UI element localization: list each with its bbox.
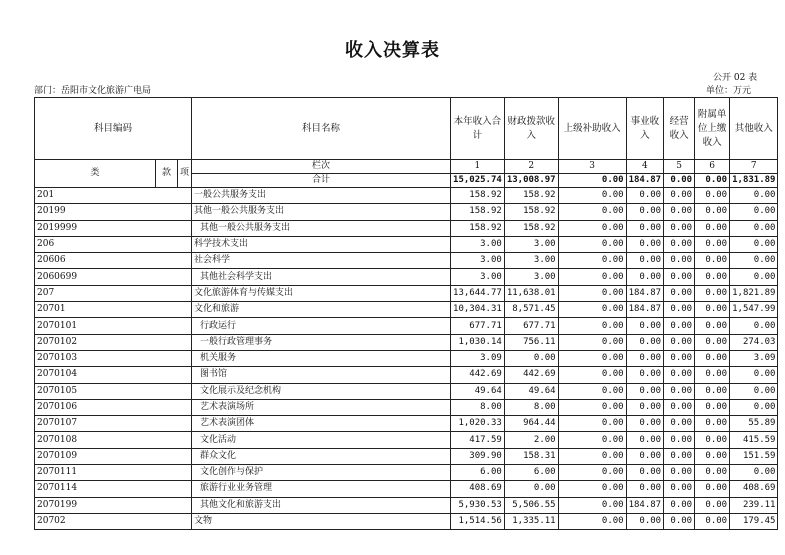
amount-cell: 0.00 [730,465,778,481]
subject-name: 科学技术支出 [192,236,451,252]
amount-cell: 408.69 [451,481,505,497]
amount-cell: 0.00 [730,318,778,334]
amount-cell: 3.00 [451,253,505,269]
amount-cell: 0.00 [558,497,626,513]
subject-name: 其他文化和旅游支出 [192,497,451,513]
amount-cell: 964.44 [504,416,558,432]
table-row [35,285,778,301]
table-row [35,497,778,513]
subject-code: 20606 [35,253,192,269]
subject-name: 行政运行 [192,318,451,334]
subject-code: 2070108 [35,432,192,448]
header-lei: 类 [35,160,156,188]
amount-cell: 0.00 [695,350,730,366]
amount-cell: 1,020.33 [451,416,505,432]
amount-cell: 3.00 [504,253,558,269]
amount-cell: 0.00 [626,269,664,285]
amount-cell: 0.00 [695,269,730,285]
table-row [35,448,778,464]
amount-cell: 158.92 [504,220,558,236]
amount-cell: 0.00 [626,334,664,350]
total-cell: 15,025.74 [451,174,505,188]
table-row [35,236,778,252]
amount-cell: 0.00 [664,350,695,366]
table-row [35,269,778,285]
header-business: 事业收入 [626,98,664,160]
amount-cell: 0.00 [558,513,626,529]
subject-code: 2070114 [35,481,192,497]
table-row [35,220,778,236]
amount-cell: 0.00 [695,334,730,350]
amount-cell: 0.00 [695,302,730,318]
amount-cell: 0.00 [664,220,695,236]
total-cell: 1,831.89 [730,174,778,188]
amount-cell: 0.00 [695,204,730,220]
amount-cell: 3.00 [451,269,505,285]
col-num: 3 [558,160,626,174]
lanci-row [35,160,778,174]
subject-name: 一般公共服务支出 [192,188,451,204]
amount-cell: 3.00 [451,236,505,252]
amount-cell: 0.00 [558,432,626,448]
amount-cell: 0.00 [558,334,626,350]
table-row [35,334,778,350]
amount-cell: 0.00 [664,334,695,350]
amount-cell: 0.00 [730,236,778,252]
amount-cell: 0.00 [558,269,626,285]
amount-cell: 0.00 [695,399,730,415]
subject-name: 群众文化 [192,448,451,464]
amount-cell: 309.90 [451,448,505,464]
amount-cell: 0.00 [695,220,730,236]
amount-cell: 158.92 [451,204,505,220]
header-operating: 经营收入 [664,98,695,160]
amount-cell: 3.09 [730,350,778,366]
amount-cell: 158.92 [504,188,558,204]
amount-cell: 0.00 [558,302,626,318]
table-row [35,204,778,220]
amount-cell: 1,821.89 [730,285,778,301]
amount-cell: 0.00 [664,302,695,318]
table-row [35,513,778,529]
subject-code: 207 [35,285,192,301]
amount-cell: 0.00 [558,350,626,366]
amount-cell: 0.00 [504,481,558,497]
amount-cell: 0.00 [558,399,626,415]
col-num: 4 [626,160,664,174]
amount-cell: 0.00 [558,448,626,464]
amount-cell: 0.00 [626,318,664,334]
subject-code: 20702 [35,513,192,529]
table-row [35,432,778,448]
amount-cell: 442.69 [451,367,505,383]
table-row [35,188,778,204]
amount-cell: 0.00 [695,497,730,513]
amount-cell: 1,030.14 [451,334,505,350]
amount-cell: 0.00 [664,318,695,334]
amount-cell: 158.92 [451,220,505,236]
amount-cell: 0.00 [626,513,664,529]
amount-cell: 55.89 [730,416,778,432]
amount-cell: 10,304.31 [451,302,505,318]
subject-code: 2060699 [35,269,192,285]
amount-cell: 0.00 [558,204,626,220]
amount-cell: 8.00 [504,399,558,415]
subject-name: 社会科学 [192,253,451,269]
amount-cell: 0.00 [558,318,626,334]
amount-cell: 0.00 [664,269,695,285]
amount-cell: 0.00 [626,188,664,204]
subject-code: 2070107 [35,416,192,432]
amount-cell: 0.00 [626,367,664,383]
subject-code: 2070106 [35,399,192,415]
amount-cell: 415.59 [730,432,778,448]
amount-cell: 8,571.45 [504,302,558,318]
table-row [35,465,778,481]
amount-cell: 0.00 [558,481,626,497]
amount-cell: 184.87 [626,302,664,318]
amount-cell: 0.00 [664,448,695,464]
amount-cell: 0.00 [558,383,626,399]
amount-cell: 0.00 [695,236,730,252]
amount-cell: 13,644.77 [451,285,505,301]
amount-cell: 0.00 [664,513,695,529]
amount-cell: 417.59 [451,432,505,448]
amount-cell: 0.00 [504,350,558,366]
subject-name: 艺术表演场所 [192,399,451,415]
amount-cell: 1,335.11 [504,513,558,529]
table-row [35,367,778,383]
amount-cell: 158.92 [504,204,558,220]
subject-code: 201 [35,188,192,204]
total-cell: 0.00 [664,174,695,188]
amount-cell: 0.00 [626,383,664,399]
subject-code: 2019999 [35,220,192,236]
amount-cell: 184.87 [626,497,664,513]
subject-name: 文化活动 [192,432,451,448]
amount-cell: 49.64 [451,383,505,399]
subject-name: 旅游行业业务管理 [192,481,451,497]
subject-name: 其他一般公共服务支出 [192,220,451,236]
subject-code: 2070102 [35,334,192,350]
amount-cell: 0.00 [664,399,695,415]
amount-cell: 0.00 [626,448,664,464]
subject-code: 2070101 [35,318,192,334]
amount-cell: 0.00 [558,367,626,383]
subject-code: 2070111 [35,465,192,481]
amount-cell: 8.00 [451,399,505,415]
amount-cell: 0.00 [695,188,730,204]
amount-cell: 0.00 [626,399,664,415]
total-cell: 0.00 [695,174,730,188]
subject-name: 艺术表演团体 [192,416,451,432]
amount-cell: 49.64 [504,383,558,399]
amount-cell: 6.00 [504,465,558,481]
amount-cell: 0.00 [664,253,695,269]
amount-cell: 0.00 [664,204,695,220]
amount-cell: 0.00 [558,220,626,236]
table-row [35,253,778,269]
amount-cell: 408.69 [730,481,778,497]
amount-cell: 0.00 [730,253,778,269]
amount-cell: 677.71 [504,318,558,334]
form-number: 公开 02 表 [713,73,758,83]
amount-cell: 5,930.53 [451,497,505,513]
total-cell: 184.87 [626,174,664,188]
subject-name: 文化和旅游 [192,302,451,318]
amount-cell: 0.00 [695,432,730,448]
amount-cell: 0.00 [626,481,664,497]
unit-label: 单位：万元 [706,86,752,96]
amount-cell: 0.00 [664,188,695,204]
amount-cell: 0.00 [695,416,730,432]
amount-cell: 151.59 [730,448,778,464]
col-num: 6 [695,160,730,174]
amount-cell: 0.00 [558,285,626,301]
amount-cell: 0.00 [695,448,730,464]
amount-cell: 0.00 [730,188,778,204]
table-row [35,481,778,497]
amount-cell: 0.00 [664,285,695,301]
amount-cell: 0.00 [626,204,664,220]
subject-name: 一般行政管理事务 [192,334,451,350]
total-cell: 13,008.97 [504,174,558,188]
amount-cell: 0.00 [558,253,626,269]
amount-cell: 0.00 [664,465,695,481]
total-cell: 0.00 [558,174,626,188]
amount-cell: 0.00 [730,367,778,383]
amount-cell: 184.87 [626,285,664,301]
amount-cell: 179.45 [730,513,778,529]
amount-cell: 0.00 [730,383,778,399]
amount-cell: 0.00 [730,399,778,415]
subject-name: 其他社会科学支出 [192,269,451,285]
header-code: 科目编码 [35,98,192,160]
amount-cell: 0.00 [664,367,695,383]
amount-cell: 0.00 [730,269,778,285]
subject-name: 其他一般公共服务支出 [192,204,451,220]
subject-code: 2070104 [35,367,192,383]
amount-cell: 0.00 [558,188,626,204]
amount-cell: 0.00 [626,253,664,269]
amount-cell: 0.00 [626,432,664,448]
header-affiliated: 附属单位上缴收入 [695,98,730,160]
col-num: 7 [730,160,778,174]
amount-cell: 1,547.99 [730,302,778,318]
header-kuan: 款 [156,160,178,188]
amount-cell: 0.00 [664,416,695,432]
header-xiang: 项 [178,160,192,188]
subject-name: 文化展示及纪念机构 [192,383,451,399]
table-row [35,399,778,415]
subject-name: 机关服务 [192,350,451,366]
table-row [35,350,778,366]
subject-code: 2070109 [35,448,192,464]
amount-cell: 239.11 [730,497,778,513]
amount-cell: 0.00 [626,416,664,432]
amount-cell: 0.00 [695,481,730,497]
amount-cell: 5,506.55 [504,497,558,513]
amount-cell: 442.69 [504,367,558,383]
col-num: 2 [504,160,558,174]
amount-cell: 0.00 [664,236,695,252]
table-row [35,416,778,432]
amount-cell: 3.00 [504,269,558,285]
amount-cell: 3.09 [451,350,505,366]
subject-name: 文物 [192,513,451,529]
amount-cell: 2.00 [504,432,558,448]
subject-code: 20701 [35,302,192,318]
amount-cell: 756.11 [504,334,558,350]
amount-cell: 0.00 [695,513,730,529]
amount-cell: 0.00 [695,367,730,383]
amount-cell: 677.71 [451,318,505,334]
amount-cell: 0.00 [695,318,730,334]
header-superior: 上级补助收入 [558,98,626,160]
amount-cell: 0.00 [664,383,695,399]
header-name: 科目名称 [192,98,451,160]
report-title: 收入决算表 [345,40,440,61]
total-label: 合计 [192,174,451,188]
amount-cell: 0.00 [695,253,730,269]
amount-cell: 0.00 [558,236,626,252]
amount-cell: 274.03 [730,334,778,350]
subject-code: 20199 [35,204,192,220]
header-row [35,98,778,160]
amount-cell: 0.00 [626,236,664,252]
subject-name: 文化旅游体育与传媒支出 [192,285,451,301]
lanci-label: 栏次 [192,160,451,174]
amount-cell: 158.92 [451,188,505,204]
amount-cell: 0.00 [695,465,730,481]
subject-code: 2070103 [35,350,192,366]
col-num: 5 [664,160,695,174]
header-total-income: 本年收入合计 [451,98,505,160]
header-other: 其他收入 [730,98,778,160]
table-row [35,383,778,399]
amount-cell: 158.31 [504,448,558,464]
amount-cell: 0.00 [626,465,664,481]
amount-cell: 0.00 [695,383,730,399]
amount-cell: 0.00 [626,220,664,236]
amount-cell: 11,638.01 [504,285,558,301]
subject-code: 2070105 [35,383,192,399]
amount-cell: 0.00 [664,432,695,448]
amount-cell: 6.00 [451,465,505,481]
amount-cell: 0.00 [730,204,778,220]
subject-name: 文化创作与保护 [192,465,451,481]
amount-cell: 0.00 [664,481,695,497]
subject-name: 图书馆 [192,367,451,383]
amount-cell: 0.00 [695,285,730,301]
table-row [35,302,778,318]
amount-cell: 0.00 [558,416,626,432]
department-label: 部门：岳阳市文化旅游广电局 [34,86,152,96]
amount-cell: 0.00 [730,220,778,236]
header-fiscal: 财政拨款收入 [504,98,558,160]
income-statement-table [34,97,778,530]
col-num: 1 [451,160,505,174]
amount-cell: 0.00 [626,350,664,366]
amount-cell: 0.00 [558,465,626,481]
table-row [35,318,778,334]
amount-cell: 1,514.56 [451,513,505,529]
amount-cell: 3.00 [504,236,558,252]
subject-code: 206 [35,236,192,252]
subject-code: 2070199 [35,497,192,513]
amount-cell: 0.00 [664,497,695,513]
